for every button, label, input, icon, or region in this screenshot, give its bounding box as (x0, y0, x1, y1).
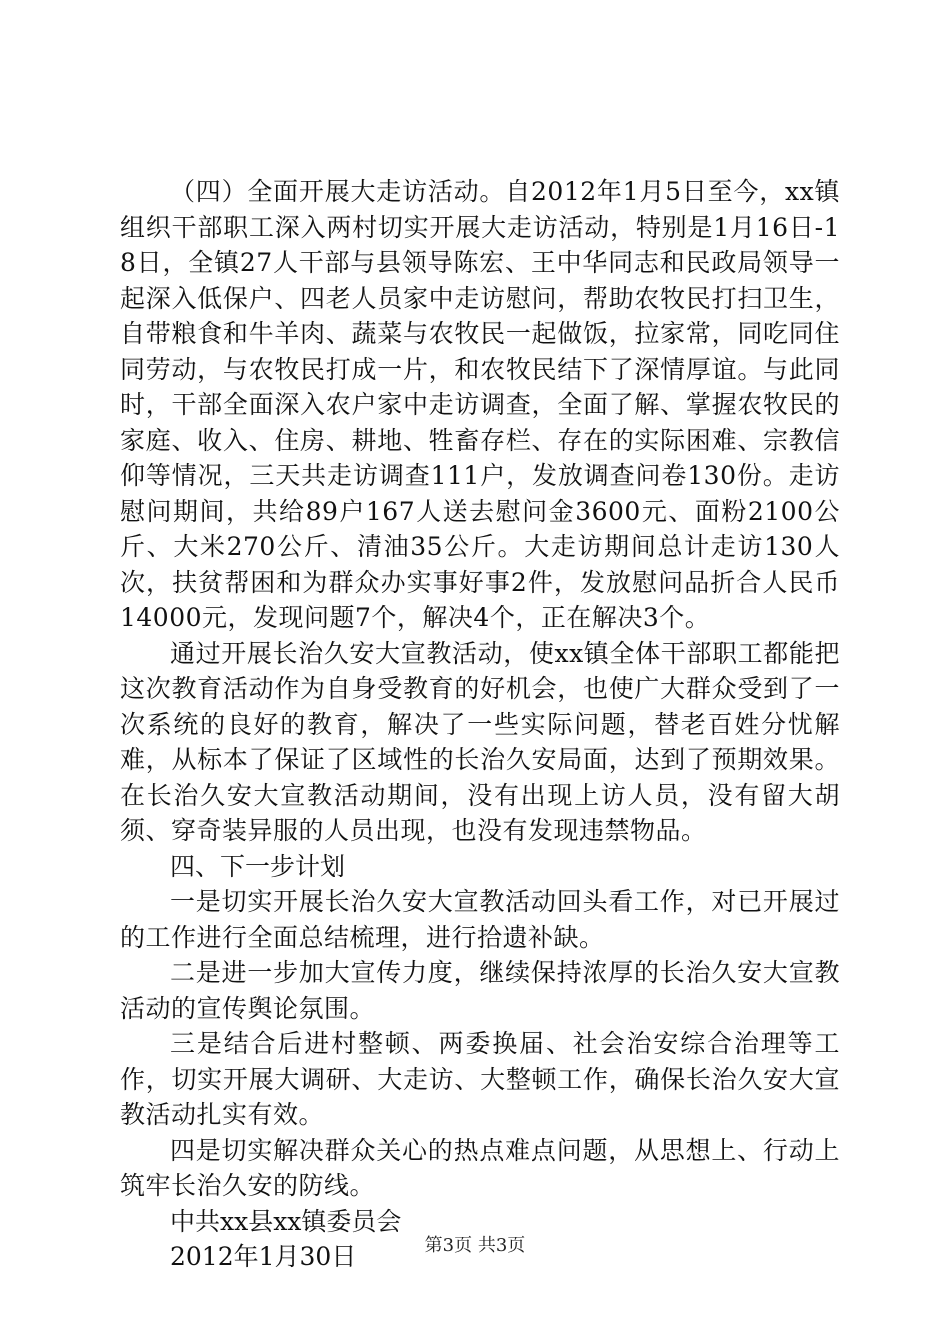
paragraph-summary: 通过开展长治久安大宣教活动，使xx镇全体干部职工都能把这次教育活动作为自身受教育的好机会，也使广大群众受到了一次系统的良好的教育，解决了一些实际问题，替老百姓分忧解难，从标本了保证了区域性的长治久安局面，达到了预期效果。在长治久安大宣教活动期间，没有出现上访人员，没有留大胡须、穿奇装异服的人员出现，也没有发现违禁物品。 (120, 638, 840, 845)
plan-item-2: 二是进一步加大宣传力度，继续保持浓厚的长治久安大宣教活动的宣传舆论氛围。 (120, 958, 840, 1023)
plan-item-3: 三是结合后进村整顿、两委换届、社会治安综合治理等工作，切实开展大调研、大走访、大整顿工作，确保长治久安大宣教活动扎实有效。 (120, 1029, 840, 1129)
paragraph-visits: （四）全面开展大走访活动。自2012年1月5日至今，xx镇组织干部职工深入两村切实开展大走访活动，特别是1月16日-18日，全镇27人干部与县领导陈宏、王中华同志和民政局领导一起深入低保户、四老人员家中走访慰问，帮助农牧民打扫卫生，自带粮食和牛羊肉、蔬菜与农牧民一起做饭，拉家常，同吃同住同劳动，与农牧民打成一片，和农牧民结下了深情厚谊。与此同时，干部全面深入农户家中走访调查，全面了解、掌握农牧民的家庭、收入、住房、耕地、牲畜存栏、存在的实际困难、宗教信仰等情况，三天共走访调查111户，发放调查问卷130份。走访慰问期间，共给89户167人送去慰问金3600元、面粉2100公斤、大米270公斤、清油35公斤。大走访期间总计走访130人次，扶贫帮困和为群众办实事好事2件，发放慰问品折合人民币14000元，发现问题7个，解决4个，正在解决3个。 (120, 177, 840, 632)
document-body (120, 174, 840, 1275)
plan-item-4: 四是切实解决群众关心的热点难点问题，从思想上、行动上筑牢长治久安的防线。 (120, 1135, 840, 1200)
signature-date: 2012年1月30日 (170, 1242, 357, 1271)
page-number-footer: 第3页 共3页 (424, 1235, 526, 1256)
section-heading-next-steps: 四、下一步计划 (170, 851, 346, 881)
signature-org: 中共xx县xx镇委员会 (170, 1206, 402, 1236)
plan-item-1: 一是切实开展长治久安大宣教活动回头看工作，对已开展过的工作进行全面总结梳理，进行拾遗补缺。 (120, 887, 840, 952)
